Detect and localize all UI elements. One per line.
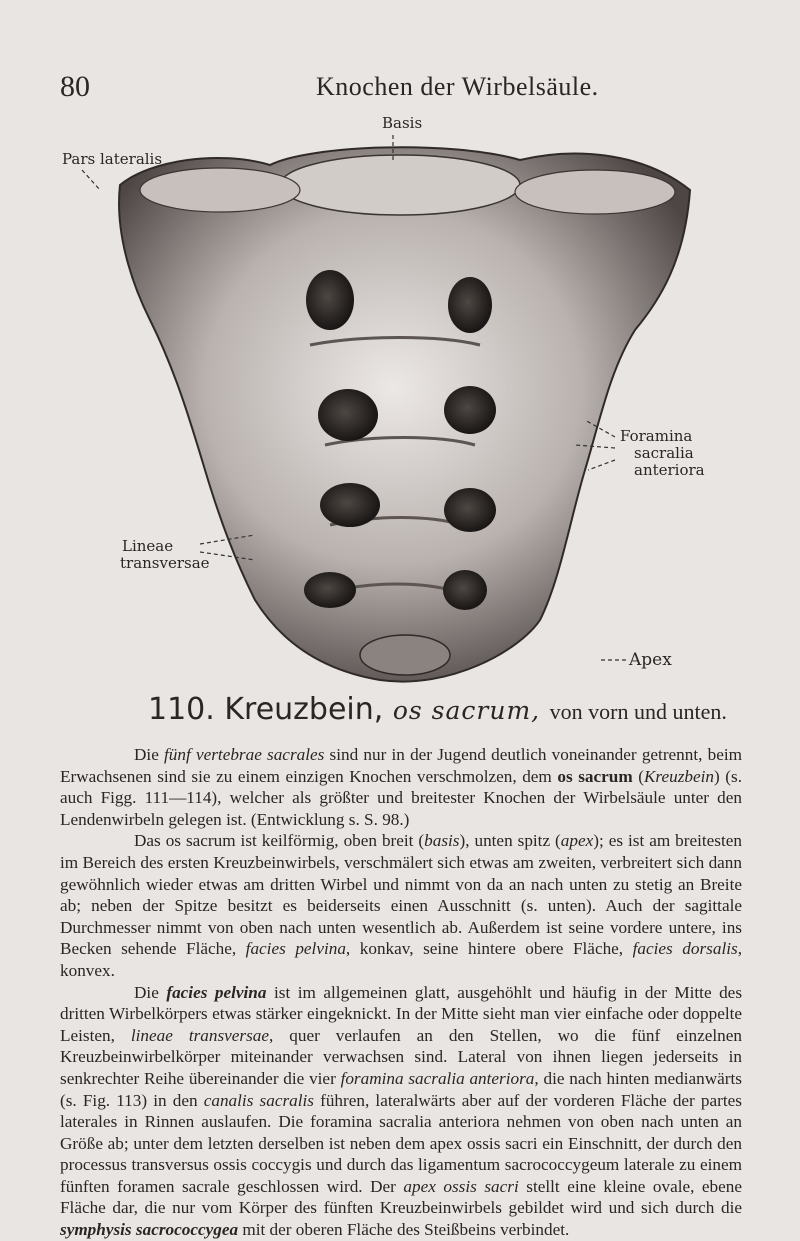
- foramen-right-1: [448, 277, 492, 333]
- foramen-left-1: [306, 270, 354, 330]
- text-run: , die nach hinten medianwärts (s. Fig. 113) in den: [60, 1068, 742, 1110]
- text-run: lineae transversae: [130, 1025, 270, 1045]
- label-foramina-sacralia-anteriora: [620, 428, 705, 479]
- label-line: Lineae: [122, 537, 174, 555]
- figure-latin-name: os sacrum,: [392, 696, 541, 725]
- text-run: foramina sacralia anteriora: [340, 1068, 535, 1088]
- text-run: facies pelvina: [245, 939, 346, 959]
- foramen-right-2: [444, 386, 496, 434]
- text-run: symphysis sacrococcygea: [60, 1220, 239, 1240]
- label-line: sacralia: [634, 444, 694, 462]
- text-run: Kreuzbein: [643, 766, 714, 786]
- text-run: apex: [560, 831, 594, 851]
- text-run: stellt eine kleine ovale, ebene Fläche dar, die nur vom Körper des fünften Kreuzbeinwirbels gebildet wird und sich durch die: [60, 1176, 742, 1218]
- foramen-left-2: [318, 389, 378, 441]
- paragraph: [60, 830, 742, 981]
- label-line: Foramina: [620, 427, 693, 445]
- label-pars-lateralis: Pars lateralis: [62, 150, 163, 168]
- page-number: 80: [60, 70, 90, 103]
- text-run: facies dorsalis: [632, 939, 738, 959]
- text-run: , konkav, seine hintere obere Fläche,: [345, 939, 633, 959]
- text-run: (: [632, 766, 644, 786]
- foramen-right-4: [443, 570, 487, 610]
- text-run: canalis sacralis: [203, 1090, 314, 1110]
- text-run: , quer verlaufen an den Stellen, wo die fünf einzelnen Kreuzbeinwirbelkörper miteinander verwachsen sind. Lateral von ihnen liegen jederseits in senkrechter Reihe übereinander die vier: [60, 1025, 742, 1088]
- text-run: apex ossis sacri: [403, 1176, 519, 1196]
- label-line: anteriora: [634, 461, 705, 479]
- sacrum-body: [119, 147, 690, 681]
- figure-subtitle: von vorn und unten.: [549, 699, 727, 724]
- foramen-right-3: [444, 488, 496, 532]
- text-run: ); es ist am breitesten im Bereich des ersten Kreuzbeinwirbels, verschmälert sich etwas am zweiten, verbreitert sich dann gewöhnlich wieder etwas am dritten Wirbel und nimmt von da an nach unten zu stetig an Breite ab; neben der Spitze besitzt es beiderseits einen Ausschnitt (s. unten). Auch der sagittale Durchmesser nimmt von oben nach unten wesentlich ab. Außerdem ist seine vordere untere, ins Becken sehende Fläche,: [60, 831, 742, 959]
- text-run: sind nur in der Jugend deutlich voneinander getrennt, beim Erwachsenen sind sie zu einem einzigen Knochen verschmolzen, dem: [60, 745, 743, 786]
- text-run: mit der oberen Fläche des Steißbeins verbindet.: [238, 1220, 570, 1240]
- figure-number: 110.: [148, 692, 215, 727]
- text-run: Die: [134, 745, 165, 764]
- figure-title: Kreuzbein,: [224, 692, 384, 727]
- label-line: transversae: [120, 554, 210, 572]
- text-run: facies pelvina: [166, 982, 267, 1002]
- foramen-left-4: [304, 572, 356, 608]
- basis-surface: [280, 155, 520, 215]
- label-apex: Apex: [629, 650, 672, 670]
- text-run: Die: [134, 982, 167, 1002]
- apex-surface: [360, 635, 450, 675]
- foramen-left-3: [320, 483, 380, 527]
- text-run: ), unten spitz (: [459, 831, 561, 851]
- paragraph: [60, 982, 742, 1241]
- text-run: Das os sacrum ist keilförmig, oben breit (: [134, 831, 425, 851]
- text-run: os sacrum: [557, 766, 633, 786]
- figure-caption: [148, 692, 727, 727]
- body-text: [60, 744, 742, 1241]
- text-run: basis: [424, 831, 460, 851]
- text-run: führen, lateralwärts aber auf der vorderen Fläche der partes laterales in Rinnen auslaufen. Die foramina sacralia anteriora nehmen von oben nach unten an Größe ab; unter dem letzten derselben ist neben dem apex ossis sacri ein Einschnitt, der durch den processus transversus ossis coccygis und durch das ligamentum sacrococcygeum laterale zu einem fünften foramen sacrale geschlossen wird. Der: [60, 1090, 742, 1196]
- label-basis: Basis: [382, 114, 423, 132]
- label-lineae-transversae: [120, 538, 210, 572]
- running-title: Knochen der Wirbelsäule.: [316, 72, 599, 101]
- text-run: ) (s. auch Figg. 111—114), welcher als größter und breitester Knochen der Wirbelsäule unter den Lendenwirbeln gelegen ist. (Entwicklung s. S. 98.): [60, 766, 742, 829]
- text-run: fünf vertebrae sacrales: [164, 745, 325, 764]
- paragraph: [60, 744, 742, 830]
- text-run: ist im allgemeinen glatt, ausgehöhlt und häufig in der Mitte des dritten Wirbelkörpers etwas stärker eingeknickt. In der Mitte sieht man vier einfache oder doppelte Leisten,: [60, 982, 743, 1045]
- text-run: , konvex.: [60, 939, 742, 980]
